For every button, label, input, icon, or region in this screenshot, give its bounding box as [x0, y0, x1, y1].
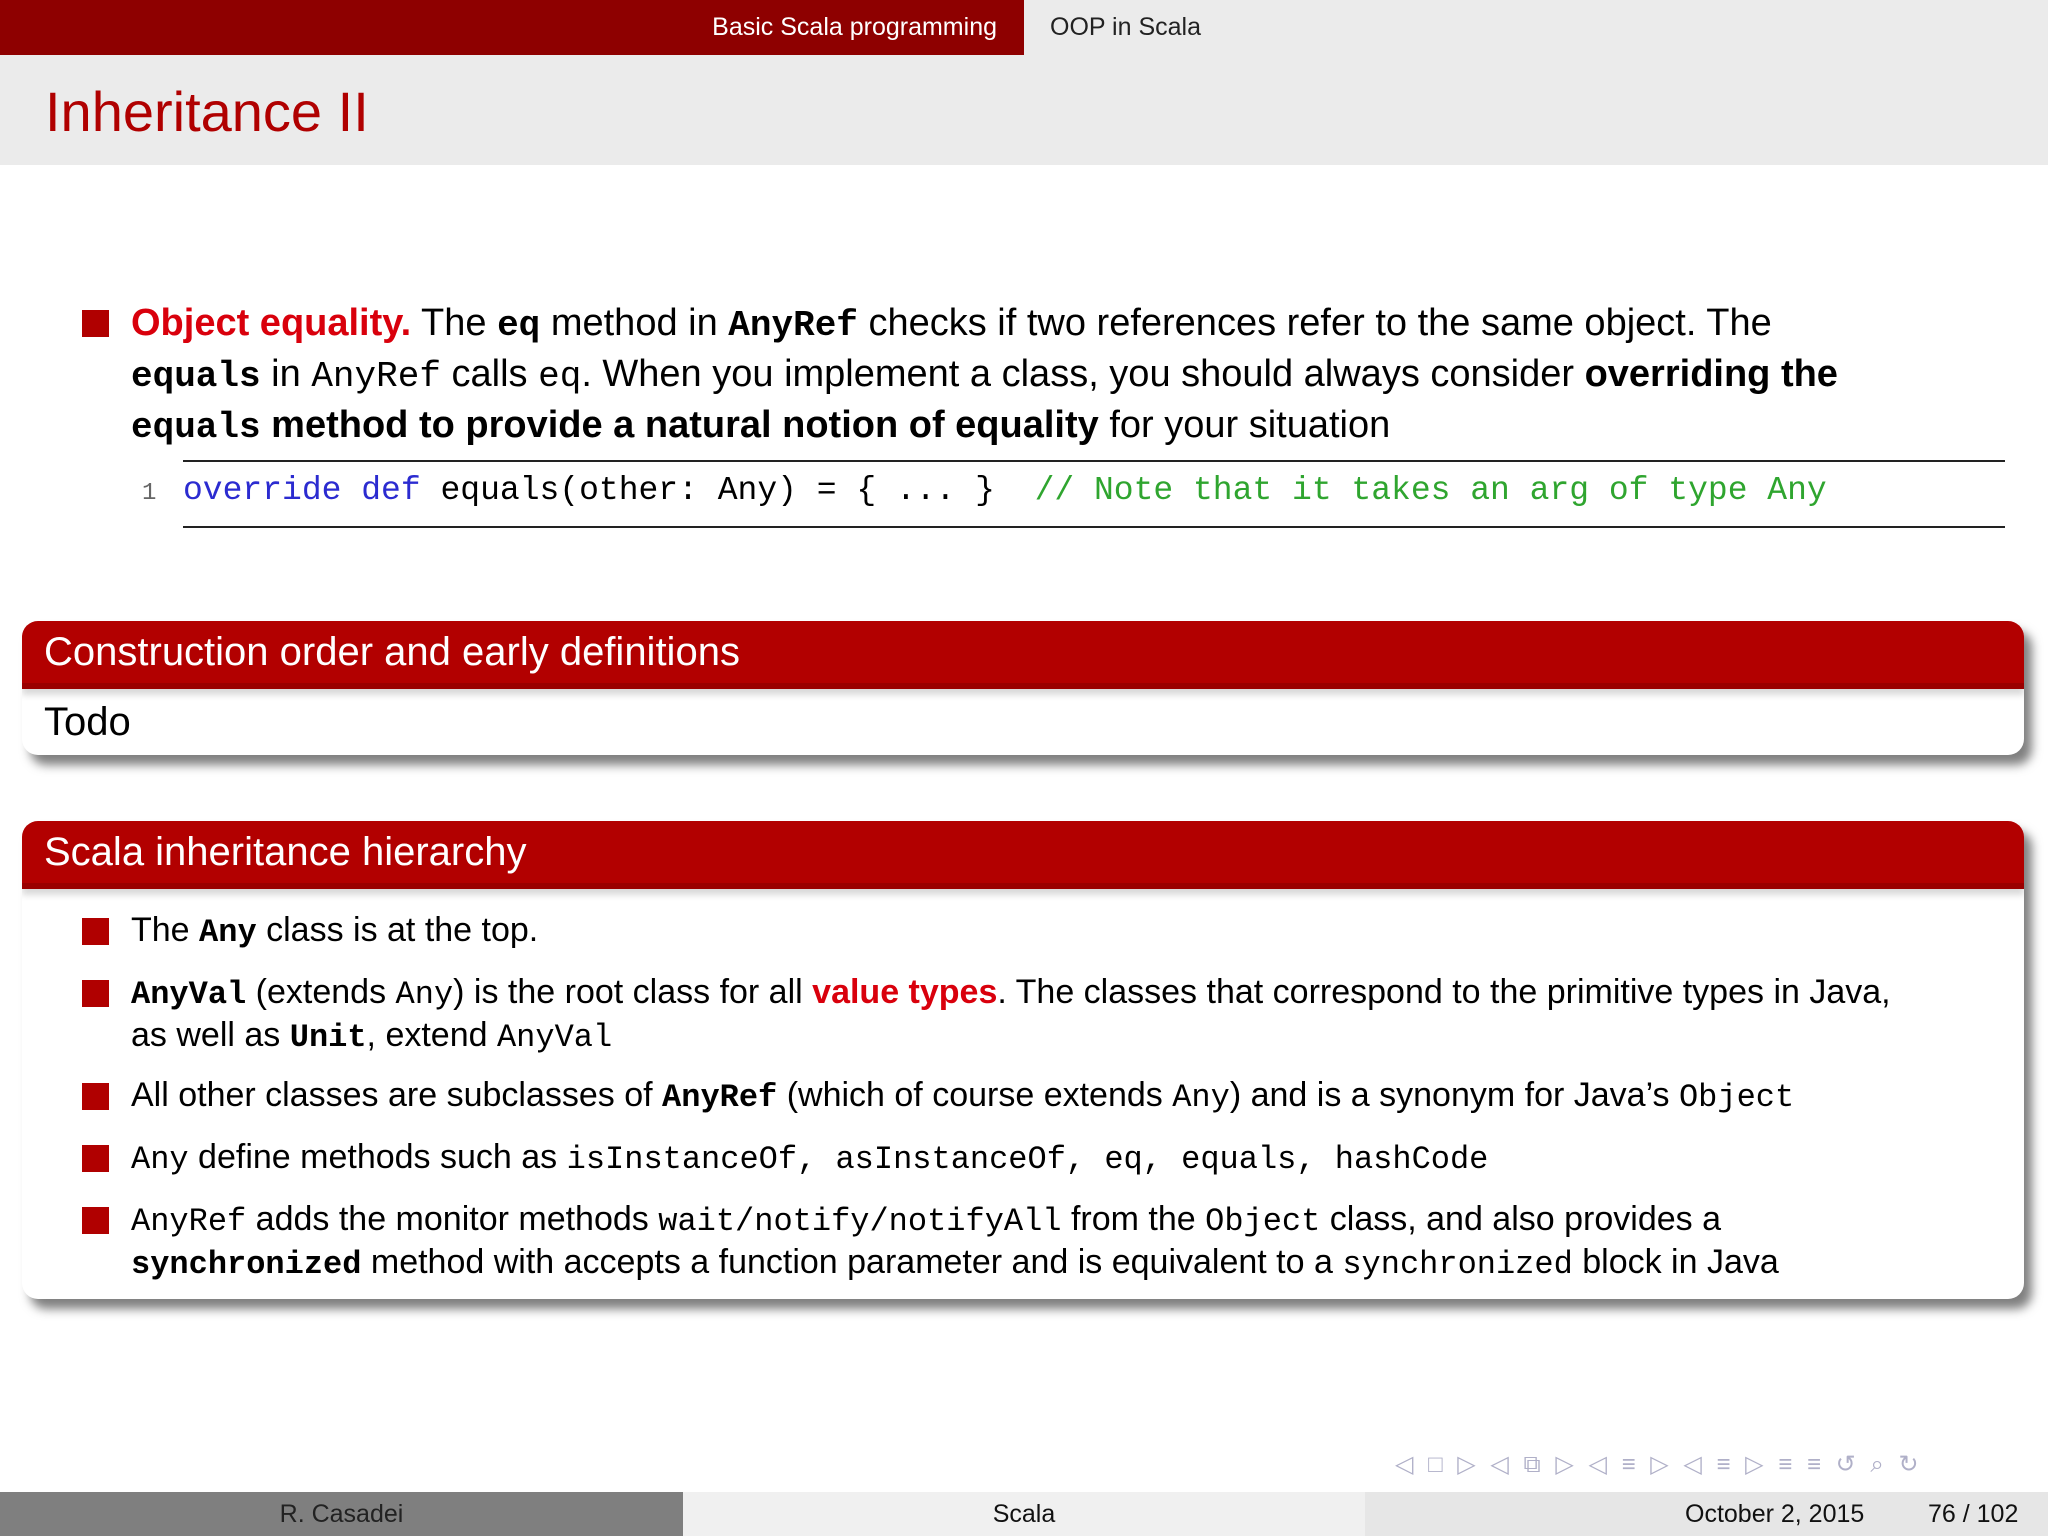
beamer-navigation-icons[interactable]: ◁ □ ▷ ◁ ⧉ ▷ ◁ ≡ ▷ ◁ ≡ ▷ ≡ ≡ ↺ ⌕ ↻	[1395, 1451, 1923, 1478]
slide-title: Inheritance II	[45, 80, 369, 143]
bullet-square-icon	[82, 1207, 109, 1234]
anyref-monitor-line-1: AnyRef adds the monitor methods wait/notify/notifyAll from the Object class, and also provides a	[131, 1200, 1721, 1240]
anyref-monitor-line-2: synchronized method with accepts a function parameter and is equivalent to a synchronized block in Java	[131, 1243, 1779, 1283]
title-bar	[0, 55, 2048, 165]
footer-topic: Scala	[683, 1492, 1365, 1536]
code-line-number: 1	[142, 480, 157, 507]
top-navigation	[0, 0, 2048, 55]
block-construction-order	[22, 621, 2024, 755]
code-rule-bottom	[183, 526, 2005, 528]
hierarchy-item-any-methods: Any define methods such as isInstanceOf, asInstanceOf, eq, equals, hashCode	[131, 1138, 1489, 1178]
block-title: Scala inheritance hierarchy	[22, 821, 2024, 889]
bullet-square-icon	[82, 310, 109, 337]
nav-section-oop[interactable]: OOP in Scala	[1050, 13, 1202, 41]
hierarchy-item-anyref-monitor	[131, 1199, 2011, 1285]
nav-left	[0, 0, 1024, 55]
hierarchy-item-any-top: The Any class is at the top.	[131, 911, 539, 951]
footer-page-number: 76 / 102	[1928, 1500, 2019, 1528]
anyval-line-2: as well as Unit, extend AnyVal	[131, 1016, 613, 1056]
footer-date-page	[1365, 1492, 2048, 1536]
footer-author: R. Casadei	[0, 1492, 683, 1536]
equality-line-2: equals in AnyRef calls eq. When you implement a class, you should always consider overriding the	[131, 353, 1838, 397]
bullet-square-icon	[82, 980, 109, 1007]
footer-date: October 2, 2015	[1685, 1500, 1865, 1528]
hierarchy-item-anyref: All other classes are subclasses of AnyRef (which of course extends Any) and is a synonym for Java’s Object	[131, 1076, 1795, 1116]
block-body: Todo	[44, 700, 131, 744]
equality-paragraph	[131, 299, 2021, 452]
anyval-line-1: AnyVal (extends Any) is the root class for all value types. The classes that correspond to the primitive types in Java,	[131, 973, 1891, 1013]
bullet-square-icon	[82, 1145, 109, 1172]
block-inheritance-hierarchy	[22, 821, 2024, 1299]
bullet-square-icon	[82, 1083, 109, 1110]
equality-line-3: equals method to provide a natural notion of equality for your situation	[131, 404, 1391, 448]
nav-right	[1024, 0, 2048, 55]
nav-section-basic-scala[interactable]: Basic Scala programming	[712, 13, 997, 41]
block-title: Construction order and early definitions	[22, 621, 2024, 689]
equality-line-1: Object equality. The eq method in AnyRef checks if two references refer to the same object. The	[131, 302, 1772, 346]
hierarchy-item-anyval	[131, 972, 2011, 1058]
bullet-square-icon	[82, 918, 109, 945]
code-line: override def equals(other: Any) = { ... } // Note that it takes an arg of type Any	[183, 472, 1827, 509]
footer	[0, 1492, 2048, 1536]
code-rule-top	[183, 460, 2005, 462]
